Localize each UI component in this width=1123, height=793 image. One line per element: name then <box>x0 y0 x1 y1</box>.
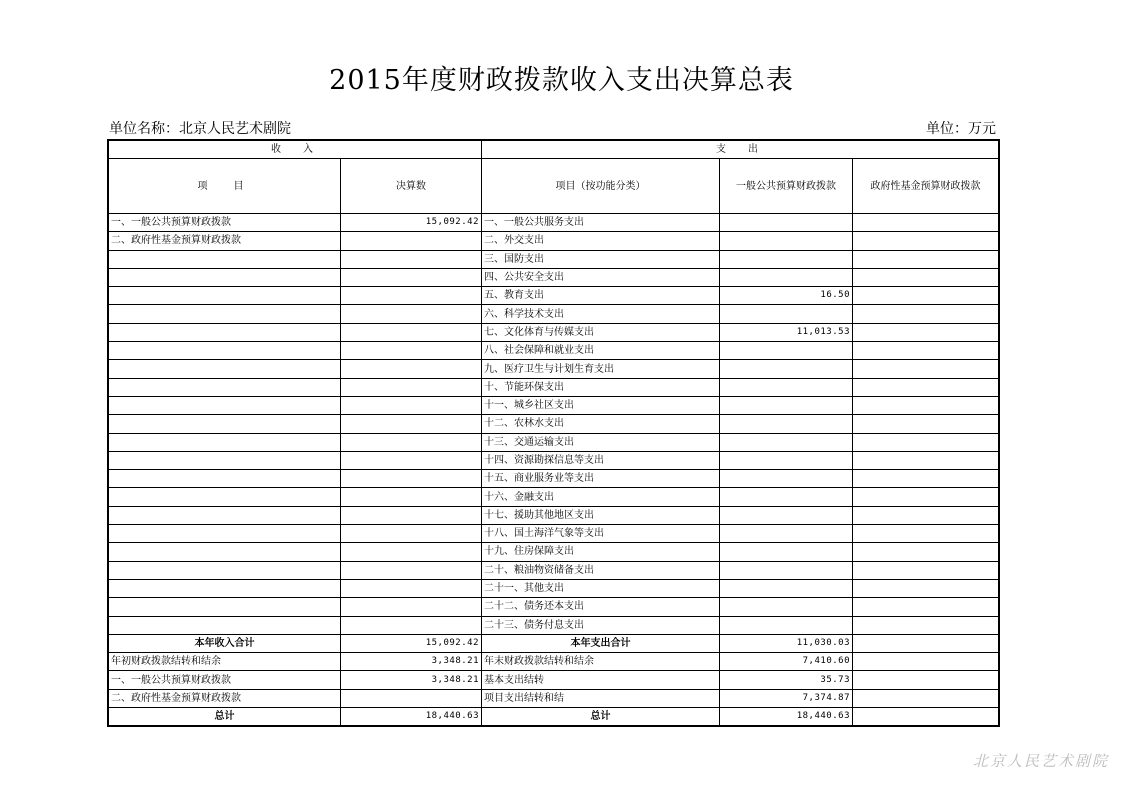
summary-expense-item: 年末财政拨款结转和结余 <box>482 653 720 671</box>
page-title: 2015年度财政拨款收入支出决算总表 <box>329 65 794 96</box>
table-row <box>109 287 999 305</box>
table-row <box>109 525 999 543</box>
income-item-cell <box>109 433 341 451</box>
general-budget-cell <box>720 232 853 250</box>
expense-item-cell: 二、外交支出 <box>482 232 720 250</box>
expense-item-cell: 四、公共安全支出 <box>482 268 720 286</box>
summary-general: 11,030.03 <box>720 634 853 652</box>
fund-budget-cell <box>853 232 999 250</box>
fund-budget-cell <box>853 378 999 396</box>
income-amount-cell <box>341 488 482 506</box>
general-budget-cell <box>720 525 853 543</box>
summary-income-item: 本年收入合计 <box>109 634 341 652</box>
table-row <box>109 616 999 634</box>
header-row-1 <box>109 141 999 159</box>
income-amount-cell <box>341 342 482 360</box>
income-amount-cell <box>341 378 482 396</box>
expense-item-cell: 十、节能环保支出 <box>482 378 720 396</box>
income-item-cell: 一、一般公共预算财政拨款 <box>109 214 341 232</box>
table-row <box>109 378 999 396</box>
income-amount-cell <box>341 470 482 488</box>
summary-income-item: 总计 <box>109 708 341 726</box>
fund-budget-cell <box>853 268 999 286</box>
general-budget-cell <box>720 396 853 414</box>
fund-budget-cell <box>853 433 999 451</box>
fund-budget-header: 政府性基金预算财政拨款 <box>853 159 999 214</box>
income-item-cell <box>109 396 341 414</box>
income-item-cell <box>109 305 341 323</box>
table-row <box>109 360 999 378</box>
func-item-header: 项目（按功能分类） <box>482 159 720 214</box>
fund-budget-cell <box>853 525 999 543</box>
expense-item-cell: 八、社会保障和就业支出 <box>482 342 720 360</box>
amount-header: 决算数 <box>341 159 482 214</box>
income-item-cell <box>109 323 341 341</box>
table-row <box>109 268 999 286</box>
income-item-cell <box>109 525 341 543</box>
income-amount-cell <box>341 268 482 286</box>
summary-row <box>109 653 999 671</box>
income-item-cell <box>109 616 341 634</box>
income-amount-cell <box>341 525 482 543</box>
income-amount-cell <box>341 360 482 378</box>
income-item-cell <box>109 287 341 305</box>
income-amount-cell <box>341 506 482 524</box>
general-budget-cell <box>720 378 853 396</box>
fund-budget-cell <box>853 360 999 378</box>
table-row <box>109 232 999 250</box>
header-row-2 <box>109 159 999 214</box>
item-header: 项 目 <box>109 159 341 214</box>
general-budget-cell <box>720 342 853 360</box>
fund-budget-cell <box>853 323 999 341</box>
table-row <box>109 396 999 414</box>
summary-row <box>109 671 999 689</box>
fund-budget-cell <box>853 598 999 616</box>
general-budget-cell <box>720 415 853 433</box>
summary-income-amount: 15,092.42 <box>341 634 482 652</box>
income-amount-cell <box>341 543 482 561</box>
income-item-cell <box>109 561 341 579</box>
income-item-cell <box>109 378 341 396</box>
general-budget-cell <box>720 506 853 524</box>
general-budget-cell: 11,013.53 <box>720 323 853 341</box>
summary-income-item: 一、一般公共预算财政拨款 <box>109 671 341 689</box>
income-item-cell <box>109 598 341 616</box>
fund-budget-cell <box>853 488 999 506</box>
income-amount-cell <box>341 561 482 579</box>
summary-row <box>109 689 999 707</box>
general-budget-cell <box>720 250 853 268</box>
income-item-cell: 二、政府性基金预算财政拨款 <box>109 232 341 250</box>
expense-item-cell: 三、国防支出 <box>482 250 720 268</box>
table-row <box>109 579 999 597</box>
income-item-cell <box>109 488 341 506</box>
summary-expense-item: 总计 <box>482 708 720 726</box>
summary-fund <box>853 653 999 671</box>
fund-budget-cell <box>853 506 999 524</box>
income-amount-cell: 15,092.42 <box>341 214 482 232</box>
income-item-cell <box>109 342 341 360</box>
income-amount-cell <box>341 451 482 469</box>
fund-budget-cell <box>853 451 999 469</box>
income-item-cell <box>109 543 341 561</box>
general-budget-cell <box>720 433 853 451</box>
summary-income-amount: 18,440.63 <box>341 708 482 726</box>
income-item-cell <box>109 470 341 488</box>
general-budget-cell <box>720 360 853 378</box>
income-amount-cell <box>341 579 482 597</box>
expense-item-cell: 二十三、债务付息支出 <box>482 616 720 634</box>
expense-item-cell: 十九、住房保障支出 <box>482 543 720 561</box>
income-header: 收 入 <box>109 141 482 159</box>
fund-budget-cell <box>853 305 999 323</box>
income-item-cell <box>109 415 341 433</box>
summary-fund <box>853 689 999 707</box>
summary-expense-item: 本年支出合计 <box>482 634 720 652</box>
summary-income-amount: 3,348.21 <box>341 653 482 671</box>
table-row <box>109 323 999 341</box>
income-amount-cell <box>341 616 482 634</box>
fund-budget-cell <box>853 415 999 433</box>
summary-general: 7,410.60 <box>720 653 853 671</box>
general-budget-cell: 16.50 <box>720 287 853 305</box>
fund-budget-cell <box>853 396 999 414</box>
summary-general: 7,374.87 <box>720 689 853 707</box>
income-amount-cell <box>341 598 482 616</box>
general-budget-cell <box>720 543 853 561</box>
watermark-logo: 北京人民艺术剧院 <box>972 752 1109 770</box>
fund-budget-cell <box>853 579 999 597</box>
table-row <box>109 415 999 433</box>
summary-fund <box>853 671 999 689</box>
table-row <box>109 214 999 232</box>
general-budget-cell <box>720 561 853 579</box>
unit-name: 单位名称：北京人民艺术剧院 <box>109 121 291 137</box>
table-row <box>109 342 999 360</box>
expense-item-cell: 六、科学技术支出 <box>482 305 720 323</box>
table-row <box>109 543 999 561</box>
table-row <box>109 451 999 469</box>
income-item-cell <box>109 250 341 268</box>
summary-general: 35.73 <box>720 671 853 689</box>
expense-item-cell: 十二、农林水支出 <box>482 415 720 433</box>
expense-item-cell: 十七、援助其他地区支出 <box>482 506 720 524</box>
income-amount-cell <box>341 305 482 323</box>
table-row <box>109 250 999 268</box>
fund-budget-cell <box>853 250 999 268</box>
summary-expense-item: 项目支出结转和结 <box>482 689 720 707</box>
expense-item-cell: 十三、交通运输支出 <box>482 433 720 451</box>
summary-general: 18,440.63 <box>720 708 853 726</box>
fund-budget-cell <box>853 470 999 488</box>
unit-label: 单位：万元 <box>926 121 996 137</box>
general-budget-cell <box>720 470 853 488</box>
table-body <box>109 141 999 726</box>
income-amount-cell <box>341 415 482 433</box>
general-budget-cell <box>720 616 853 634</box>
income-item-cell <box>109 451 341 469</box>
summary-income-item: 年初财政拨款结转和结余 <box>109 653 341 671</box>
table-row <box>109 433 999 451</box>
income-amount-cell <box>341 250 482 268</box>
expense-item-cell: 九、医疗卫生与计划生育支出 <box>482 360 720 378</box>
summary-row <box>109 708 999 726</box>
income-amount-cell <box>341 396 482 414</box>
fund-budget-cell <box>853 561 999 579</box>
summary-fund <box>853 634 999 652</box>
table-row <box>109 488 999 506</box>
expense-item-cell: 十六、金融支出 <box>482 488 720 506</box>
general-budget-cell <box>720 579 853 597</box>
summary-fund <box>853 708 999 726</box>
income-amount-cell <box>341 323 482 341</box>
expense-item-cell: 二十、粮油物资储备支出 <box>482 561 720 579</box>
general-budget-cell <box>720 305 853 323</box>
budget-table <box>108 140 999 726</box>
expense-header: 支 出 <box>482 141 999 159</box>
fund-budget-cell <box>853 616 999 634</box>
income-amount-cell <box>341 433 482 451</box>
income-item-cell <box>109 579 341 597</box>
table-row <box>109 305 999 323</box>
expense-item-cell: 二十一、其他支出 <box>482 579 720 597</box>
expense-item-cell: 十五、商业服务业等支出 <box>482 470 720 488</box>
table-row <box>109 470 999 488</box>
general-budget-cell <box>720 488 853 506</box>
income-amount-cell <box>341 232 482 250</box>
summary-income-item: 二、政府性基金预算财政拨款 <box>109 689 341 707</box>
table-row <box>109 561 999 579</box>
income-amount-cell <box>341 287 482 305</box>
summary-expense-item: 基本支出结转 <box>482 671 720 689</box>
general-budget-cell <box>720 214 853 232</box>
expense-item-cell: 十八、国土海洋气象等支出 <box>482 525 720 543</box>
summary-income-amount <box>341 689 482 707</box>
income-item-cell <box>109 506 341 524</box>
expense-item-cell: 一、一般公共服务支出 <box>482 214 720 232</box>
summary-row <box>109 634 999 652</box>
income-item-cell <box>109 360 341 378</box>
income-item-cell <box>109 268 341 286</box>
expense-item-cell: 五、教育支出 <box>482 287 720 305</box>
table-row <box>109 598 999 616</box>
general-budget-cell <box>720 268 853 286</box>
expense-item-cell: 二十二、债务还本支出 <box>482 598 720 616</box>
expense-item-cell: 十一、城乡社区支出 <box>482 396 720 414</box>
table-row <box>109 506 999 524</box>
summary-income-amount: 3,348.21 <box>341 671 482 689</box>
fund-budget-cell <box>853 543 999 561</box>
fund-budget-cell <box>853 287 999 305</box>
general-budget-header: 一般公共预算财政拨款 <box>720 159 853 214</box>
general-budget-cell <box>720 451 853 469</box>
general-budget-cell <box>720 598 853 616</box>
fund-budget-cell <box>853 214 999 232</box>
expense-item-cell: 七、文化体育与传媒支出 <box>482 323 720 341</box>
expense-item-cell: 十四、资源勘探信息等支出 <box>482 451 720 469</box>
fund-budget-cell <box>853 342 999 360</box>
